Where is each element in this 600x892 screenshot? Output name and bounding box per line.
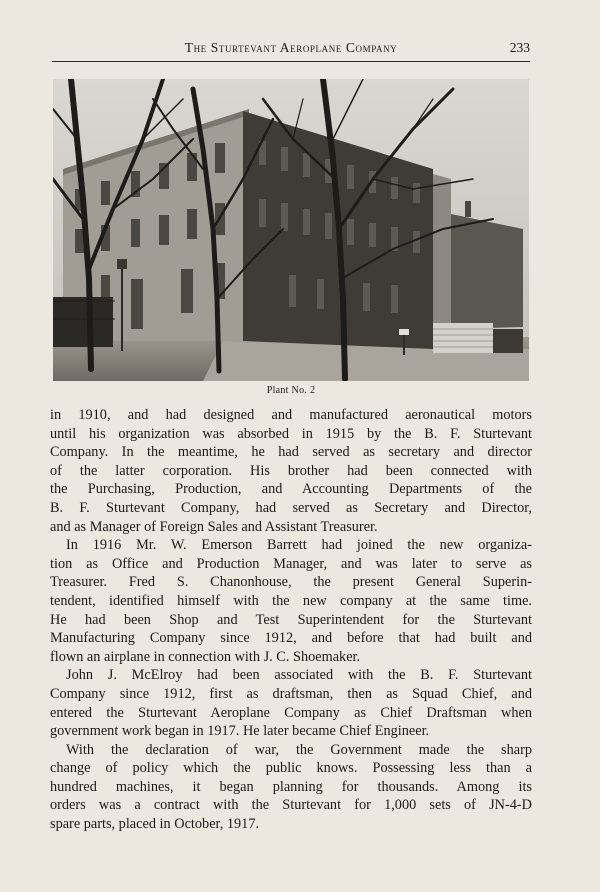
text-line: Manufacturing Company since 1912, and before that had built and xyxy=(50,630,532,647)
text-line: Company. In the meantime, he had served as secretary and director xyxy=(50,444,532,461)
header-rule xyxy=(52,61,530,62)
text-line: orders was a contract with the Sturtevant for 1,000 sets of JN-4-D xyxy=(50,797,532,814)
text-line: until his organization was absorbed in 1915 by the B. F. Sturtevant xyxy=(50,425,532,442)
figure-caption: Plant No. 2 xyxy=(266,385,316,396)
text-line: entered the Sturtevant Aeroplane Company as Chief Draftsman when xyxy=(50,704,532,721)
text-line: the Purchasing, Production, and Accounting Departments of the xyxy=(50,481,532,498)
text-line: He had been Shop and Test Superintendent for the Sturtevant xyxy=(50,611,532,628)
text-line: John J. McElroy had been associated with the B. F. Sturtevant xyxy=(66,667,532,684)
text-line: tion as Office and Production Manager, and was later to serve as xyxy=(50,555,532,572)
page-number: 233 xyxy=(509,40,530,55)
running-title: The Sturtevant Aeroplane Company xyxy=(184,40,398,55)
plant-photograph xyxy=(53,79,529,381)
text-line: B. F. Sturtevant Company, had served as Secretary and Director, xyxy=(50,499,532,516)
text-line: Company since 1912, first as draftsman, then as Squad Chief, and xyxy=(50,685,532,702)
text-line: hundred machines, it began planning for thousands. Among its xyxy=(50,778,532,795)
text-line: of the latter corporation. His brother had been connected with xyxy=(50,462,532,479)
text-line: spare parts, placed in October, 1917. xyxy=(50,816,260,833)
text-line: With the declaration of war, the Government made the sharp xyxy=(66,741,532,758)
body-text xyxy=(50,406,532,834)
text-line: In 1916 Mr. W. Emerson Barrett had joined the new organiza- xyxy=(66,537,532,554)
text-line: tendent, identified himself with the new company at the same time. xyxy=(50,592,532,609)
text-line: Treasurer. Fred S. Chanonhouse, the present General Superin- xyxy=(50,574,532,591)
page-header xyxy=(52,40,530,58)
text-line: government work began in 1917. He later became Chief Engineer. xyxy=(50,723,430,740)
text-line: and as Manager of Foreign Sales and Assistant Treasurer. xyxy=(50,518,378,535)
text-line: change of policy which the public knows. Possessing less than a xyxy=(50,760,532,777)
text-line: flown an airplane in connection with J. C. Shoemaker. xyxy=(50,648,361,665)
text-line: in 1910, and had designed and manufactured aeronautical motors xyxy=(50,407,532,423)
